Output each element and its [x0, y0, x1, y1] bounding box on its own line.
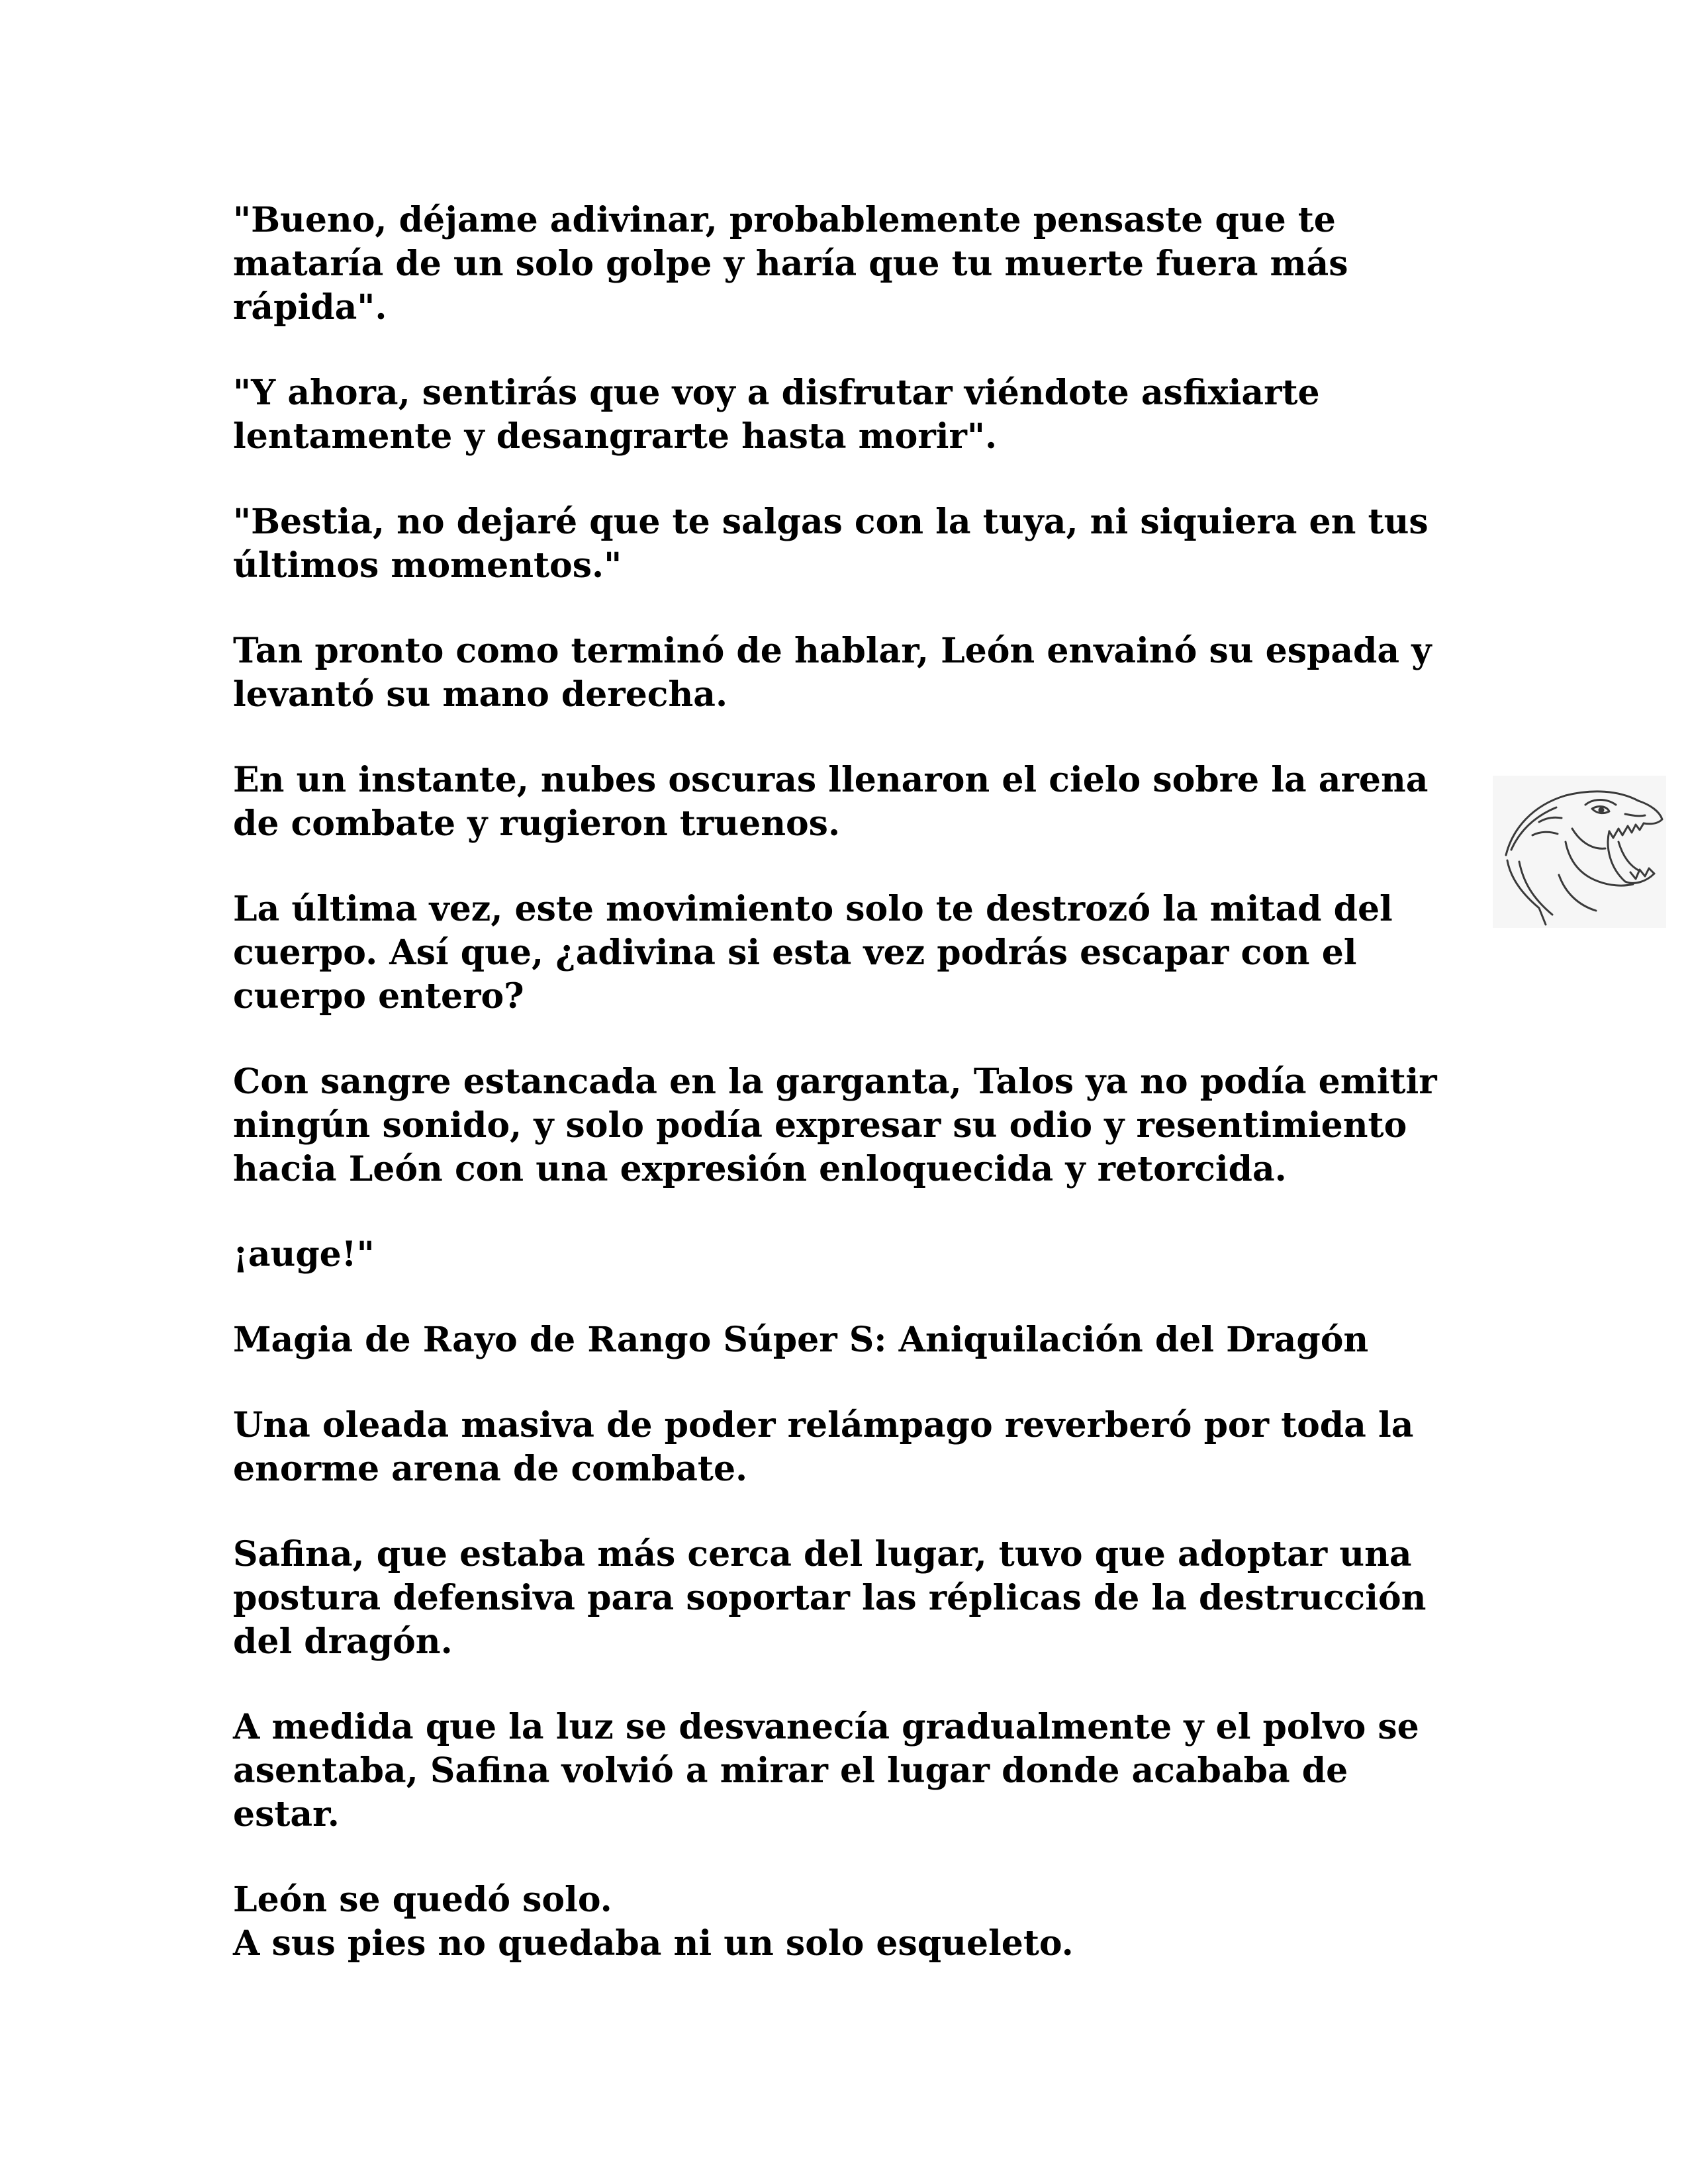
text-line: "Y ahora, sentirás que voy a disfrutar viéndote asfixiarte — [233, 373, 1320, 413]
paragraph-12 — [233, 1706, 1464, 1837]
text-line: ¡auge!" — [233, 1234, 375, 1275]
text-line: León se quedó solo. — [233, 1880, 612, 1920]
text-line: asentaba, Safina volvió a mirar el lugar donde acababa de — [233, 1751, 1348, 1791]
text-line: últimos momentos." — [233, 545, 622, 586]
paragraph-11 — [233, 1533, 1464, 1664]
text-line: "Bestia, no dejaré que te salgas con la tuya, ni siquiera en tus — [233, 502, 1429, 542]
text-line: A medida que la luz se desvanecía gradualmente y el polvo se — [233, 1707, 1419, 1747]
text-line: Tan pronto como terminó de hablar, León envainó su espada y — [233, 631, 1432, 671]
text-line: A sus pies no quedaba ni un solo esqueleto. — [233, 1923, 1074, 1964]
text-line: Una oleada masiva de poder relámpago reverberó por toda la — [233, 1405, 1414, 1445]
text-line: de combate y rugieron truenos. — [233, 803, 841, 844]
text-line: del dragón. — [233, 1621, 453, 1662]
text-line: rápida". — [233, 287, 387, 328]
paragraph-8 — [233, 1233, 1464, 1277]
paragraph-5 — [233, 758, 1464, 846]
text-line: En un instante, nubes oscuras llenaron el cielo sobre la arena — [233, 760, 1429, 800]
paragraph-6 — [233, 887, 1464, 1019]
paragraph-2 — [233, 371, 1464, 459]
text-line: Magia de Rayo de Rango Súper S: Aniquilación del Dragón — [233, 1320, 1369, 1360]
text-line: La última vez, este movimiento solo te destrozó la mitad del — [233, 889, 1393, 929]
paragraph-3 — [233, 500, 1464, 588]
text-line: "Bueno, déjame adivinar, probablemente pensaste que te — [233, 200, 1336, 240]
paragraph-13 — [233, 1878, 1464, 1966]
paragraph-9 — [233, 1318, 1464, 1362]
paragraph-4 — [233, 629, 1464, 717]
text-line: estar. — [233, 1794, 340, 1835]
paragraph-1 — [233, 199, 1464, 330]
story-text — [233, 199, 1464, 2007]
text-line: mataría de un solo golpe y haría que tu muerte fuera más — [233, 244, 1348, 284]
paragraph-10 — [233, 1404, 1464, 1491]
text-line: postura defensiva para soportar las réplicas de la destrucción — [233, 1578, 1427, 1618]
text-line: hacia León con una expresión enloquecida y retorcida. — [233, 1149, 1287, 1189]
text-line: Safina, que estaba más cerca del lugar, tuvo que adoptar una — [233, 1534, 1412, 1574]
text-line: enorme arena de combate. — [233, 1449, 748, 1489]
text-line: Con sangre estancada en la garganta, Talos ya no podía emitir — [233, 1062, 1437, 1102]
text-line: levantó su mano derecha. — [233, 674, 728, 715]
dinosaur-head-sketch-icon — [1493, 776, 1666, 928]
text-line: ningún sonido, y solo podía expresar su odio y resentimiento — [233, 1105, 1407, 1146]
text-line: cuerpo. Así que, ¿adivina si esta vez podrás escapar con el — [233, 933, 1357, 973]
paragraph-7 — [233, 1060, 1464, 1191]
text-line: lentamente y desangrarte hasta morir". — [233, 416, 998, 457]
text-line: cuerpo entero? — [233, 976, 524, 1017]
